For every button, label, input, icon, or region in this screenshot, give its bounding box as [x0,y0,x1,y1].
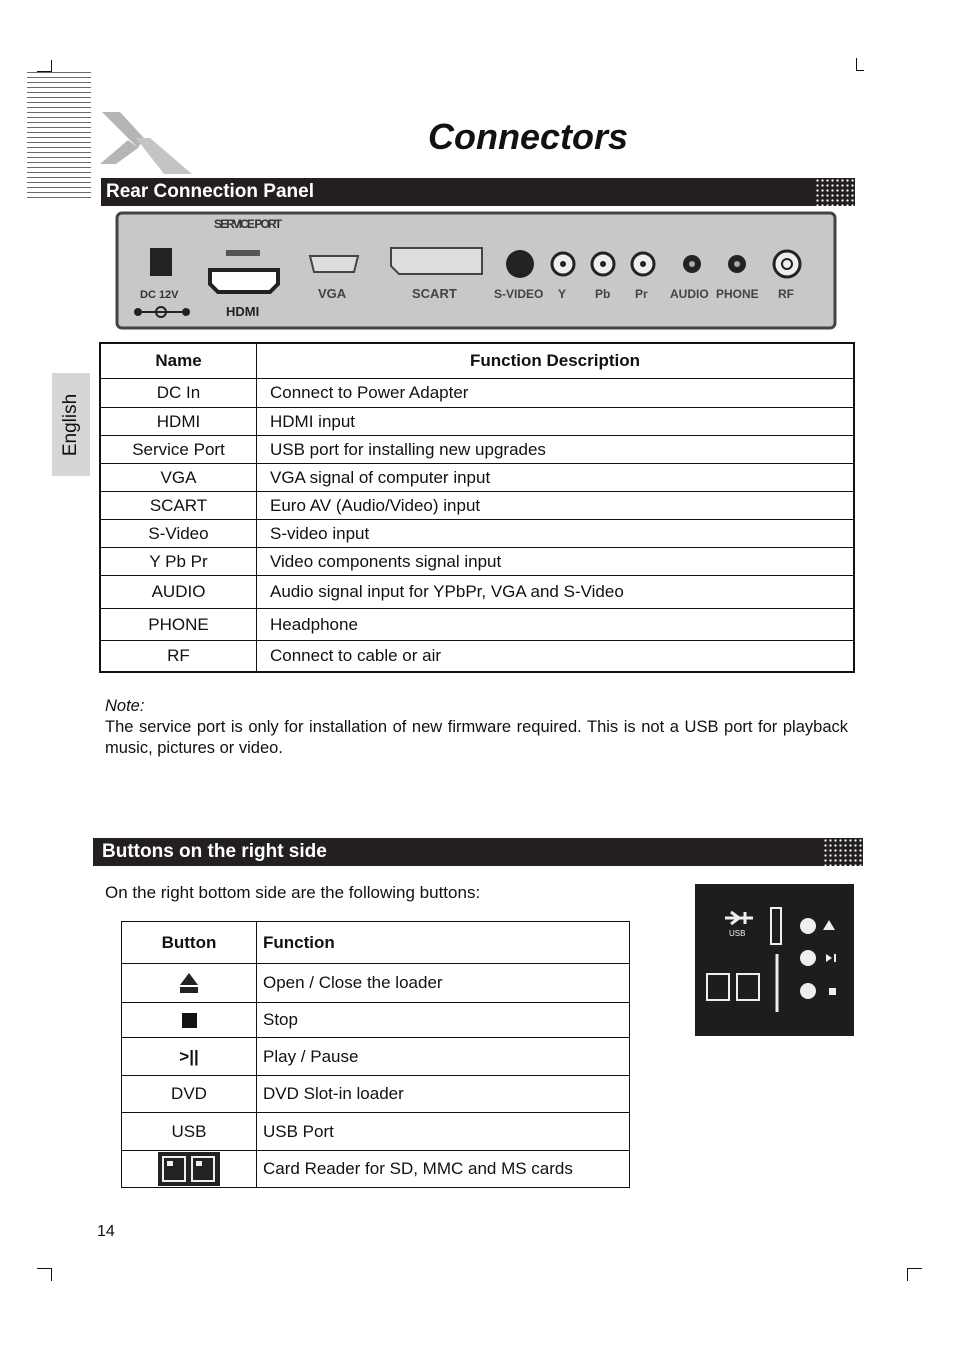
scart-label: SCART [412,286,457,301]
header-description: Function Description [257,343,855,379]
language-tab [52,373,90,476]
card-reader-icon [158,1152,220,1186]
row-description: HDMI input [257,408,855,436]
service-port-label: SERVICE PORT [214,217,282,231]
buttons-table [121,921,630,1188]
row-name: PHONE [100,609,257,641]
note-block [105,696,848,759]
section-dots-decoration [823,838,863,866]
brand-logo [98,108,198,176]
row-name: Y Pb Pr [100,548,257,576]
header-button: Button [122,922,257,964]
section-header-buttons [93,838,863,866]
section-title: Buttons on the right side [102,841,327,862]
rf-port-icon [774,251,800,277]
svideo-label: S-VIDEO [494,287,544,301]
table-header-row [100,343,854,379]
table-row [100,464,854,492]
row-name: Service Port [100,436,257,464]
row-function: USB Port [257,1113,630,1151]
row-button: USB [122,1113,257,1151]
row-name: S-Video [100,520,257,548]
eject-icon [178,972,200,994]
hdmi-port-icon [210,270,278,292]
vga-label: VGA [318,286,347,301]
row-button: DVD [122,1076,257,1113]
svideo-port-icon [506,250,534,278]
row-function: Stop [257,1003,630,1038]
language-tab-label: English [60,393,81,456]
table-row [122,1076,630,1113]
crop-mark-bottom-left [37,1268,52,1281]
pb-label: Pb [595,287,611,301]
row-name: HDMI [100,408,257,436]
row-button: >|| [122,1038,257,1076]
page-title: Connectors [428,116,629,157]
row-description: Connect to cable or air [257,641,855,672]
row-function: Open / Close the loader [257,964,630,1003]
stop-button [800,983,816,999]
row-function: Card Reader for SD, MMC and MS cards [257,1151,630,1188]
row-description: Euro AV (Audio/Video) input [257,492,855,520]
row-description: VGA signal of computer input [257,464,855,492]
header-name: Name [100,343,257,379]
rf-label: RF [778,287,794,301]
dc-label: DC 12V [140,289,179,301]
row-description: Connect to Power Adapter [257,379,855,408]
stop-icon [829,988,836,995]
phone-label: PHONE [716,287,759,301]
usb-label: USB [729,929,746,938]
table-header-row [122,922,630,964]
row-description: USB port for installing new upgrades [257,436,855,464]
rear-panel-illustration [114,210,838,332]
table-row [100,436,854,464]
table-row [122,964,630,1003]
row-button [122,1003,257,1038]
row-name: DC In [100,379,257,408]
note-label: Note: [105,697,145,715]
play-pause-button [800,950,816,966]
row-name: SCART [100,492,257,520]
table-row [100,609,854,641]
row-description: S-video input [257,520,855,548]
header-function: Function [257,922,630,964]
note-text: The service port is only for installation of new firmware required. This is not a USB port for playback music, pictures or video. [105,718,848,757]
scart-port-icon [391,248,482,274]
row-description: Audio signal input for YPbPr, VGA and S-Video [257,576,855,609]
service-port-icon [226,250,260,256]
dc-jack-icon [150,248,172,276]
row-description: Video components signal input [257,548,855,576]
row-function: DVD Slot-in loader [257,1076,630,1113]
row-name: VGA [100,464,257,492]
table-row [122,1113,630,1151]
section-title: Rear Connection Panel [106,181,314,202]
section-dots-decoration [815,178,855,206]
crop-mark-bottom-right [907,1268,922,1281]
page-number: 14 [97,1223,115,1240]
table-row [100,576,854,609]
decorative-stripes [27,72,91,200]
row-name: AUDIO [100,576,257,609]
audio-label: AUDIO [670,287,709,301]
row-button [122,964,257,1003]
y-label: Y [558,287,567,301]
hdmi-label: HDMI [226,304,260,319]
stop-icon [182,1013,197,1028]
crop-mark-top-left [37,60,52,72]
table-row [100,492,854,520]
vga-port-icon [310,256,358,272]
buttons-intro: On the right bottom side are the following buttons: [105,883,481,902]
table-row [122,1003,630,1038]
eject-button [800,918,816,934]
row-button [122,1151,257,1188]
pr-label: Pr [635,287,648,301]
table-row [100,548,854,576]
row-name: RF [100,641,257,672]
connectors-table [99,342,855,673]
row-description: Headphone [257,609,855,641]
table-row [122,1038,630,1076]
row-function: Play / Pause [257,1038,630,1076]
table-row [122,1151,630,1188]
table-row [100,520,854,548]
table-row [100,379,854,408]
crop-mark-top-right [856,58,864,71]
side-panel-illustration [695,884,855,1038]
section-header-rear-panel [101,178,855,206]
table-row [100,408,854,436]
table-row [100,641,854,672]
